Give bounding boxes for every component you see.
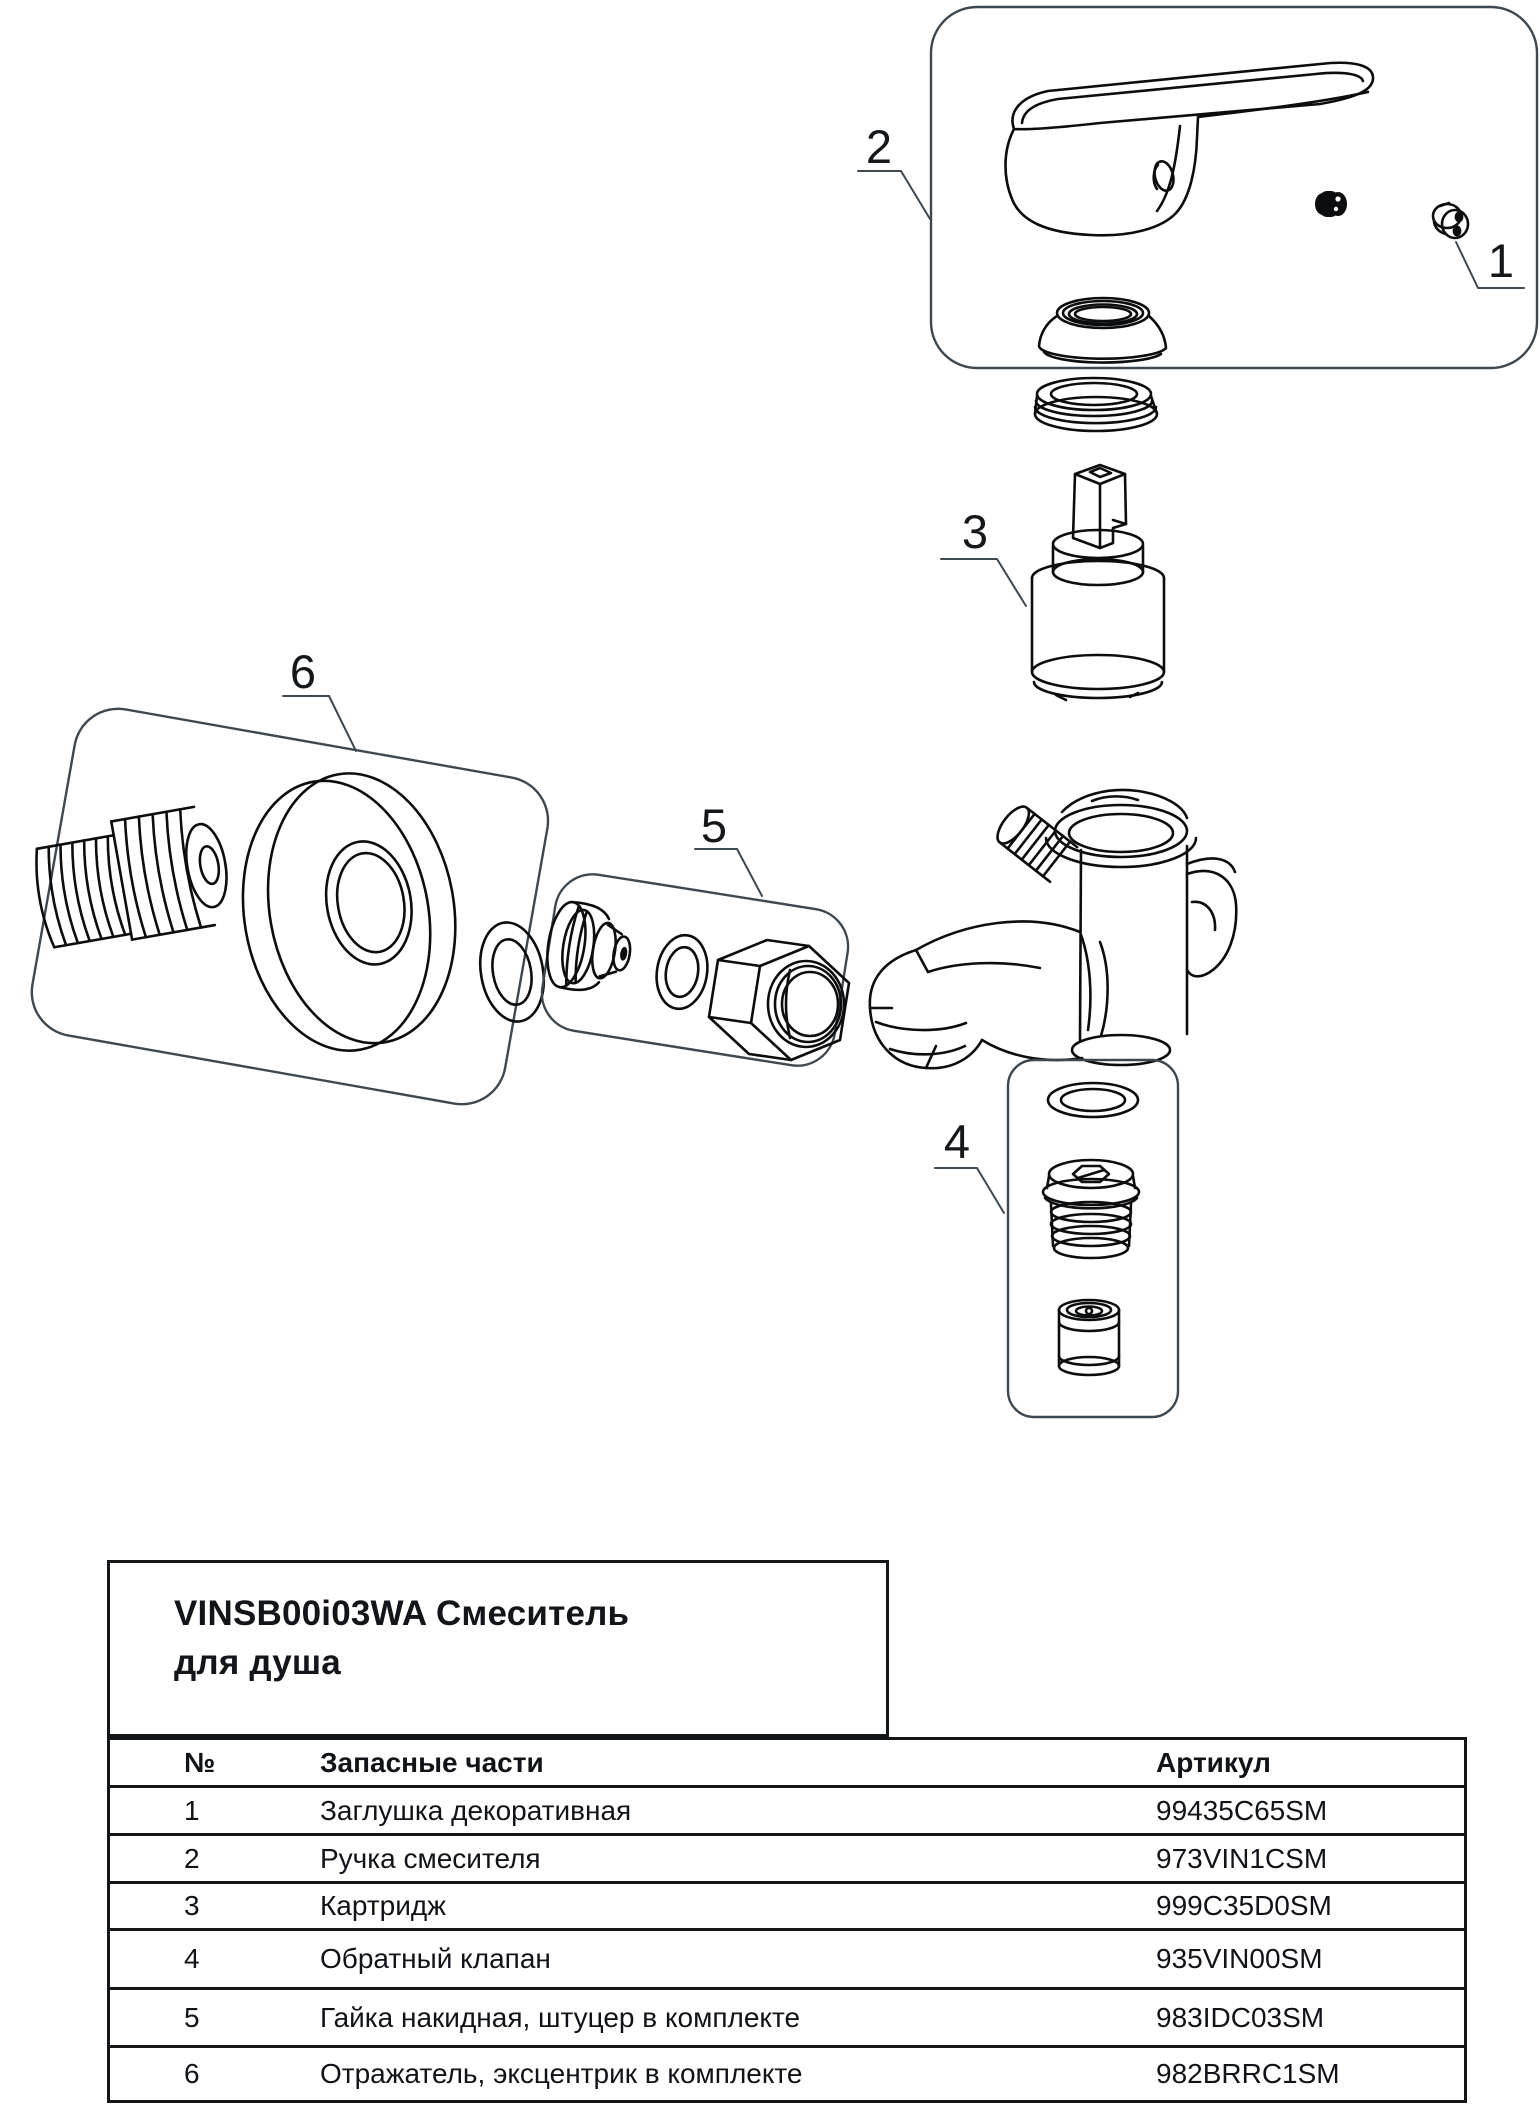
union-nut-drawing: [709, 940, 849, 1060]
part-number: 5: [184, 2001, 200, 2033]
callout-1-label: 1: [1487, 234, 1515, 287]
table-row: [110, 1987, 1464, 2045]
column-header-num: №: [184, 1746, 216, 1778]
check-valve-o-ring-drawing: [1048, 1083, 1138, 1117]
part-sku: 999C35D0SM: [1156, 1890, 1332, 1921]
part-sku: 973VIN1CSM: [1156, 1842, 1328, 1874]
callout-6-label: 6: [289, 645, 317, 698]
callout-2-label: 2: [865, 120, 893, 173]
check-valve-plug-drawing: [1043, 1160, 1139, 1258]
title-box: [107, 1560, 889, 1737]
decorative-plug-drawing: [1433, 203, 1468, 238]
table-row: [110, 1881, 1464, 1928]
part-number: 1: [184, 1794, 200, 1826]
callout-3-leader: [941, 559, 1026, 606]
reflector-o-ring-drawing: [473, 917, 551, 1026]
table-header-row: [110, 1737, 1464, 1785]
union-o-ring-drawing: [652, 932, 713, 1013]
union-fitting-drawing: [542, 899, 637, 998]
callout-4-label: 4: [943, 1115, 971, 1168]
part-sku: 982BRRC1SM: [1156, 2058, 1340, 2089]
cartridge-ring-nut-drawing: [1035, 378, 1157, 431]
reflector-drawing: [222, 758, 477, 1065]
table-row: [110, 1833, 1464, 1881]
part-name: Ручка смесителя: [320, 1842, 541, 1874]
part-name: Заглушка декоративная: [320, 1794, 632, 1826]
mixer-body-drawing: [870, 790, 1236, 1068]
part-name: Гайка накидная, штуцер в комплекте: [320, 2001, 801, 2033]
handle-group-panel: [931, 7, 1537, 368]
parts-sheet: [107, 1560, 1467, 2101]
column-header-sku: Артикул: [1156, 1746, 1271, 1778]
callout-2-leader: [858, 171, 930, 219]
product-title-line2: для душа: [174, 1643, 341, 1682]
part-name: Обратный клапан: [320, 1943, 551, 1974]
set-screw-drawing: [1315, 191, 1347, 217]
part-number: 2: [184, 1842, 200, 1874]
part-sku: 99435C65SM: [1156, 1794, 1328, 1826]
part-name: Картридж: [320, 1890, 446, 1921]
part-number: 3: [184, 1890, 200, 1921]
check-valve-insert-drawing: [1059, 1300, 1119, 1375]
callout-4-leader: [935, 1168, 1004, 1213]
part-sku: 983IDC03SM: [1156, 2001, 1325, 2033]
callout-3-label: 3: [961, 505, 989, 558]
part-number: 6: [184, 2058, 200, 2089]
part-sku: 935VIN00SM: [1156, 1943, 1323, 1974]
part-number: 4: [184, 1943, 200, 1974]
handle-dome-cap-drawing: [1039, 298, 1166, 363]
part-name: Отражатель, эксцентрик в комплекте: [320, 2058, 803, 2089]
callout-5-leader: [695, 849, 762, 896]
table-row: [110, 2045, 1464, 2100]
table-row: [110, 1928, 1464, 1987]
parts-table: [107, 1737, 1467, 2103]
column-header-name: Запасные части: [320, 1746, 544, 1778]
product-title-line1: VINSB00i03WA Смеситель: [174, 1594, 630, 1633]
cartridge-drawing: [1032, 465, 1164, 700]
callout-5-label: 5: [700, 799, 728, 852]
table-row: [110, 1785, 1464, 1833]
